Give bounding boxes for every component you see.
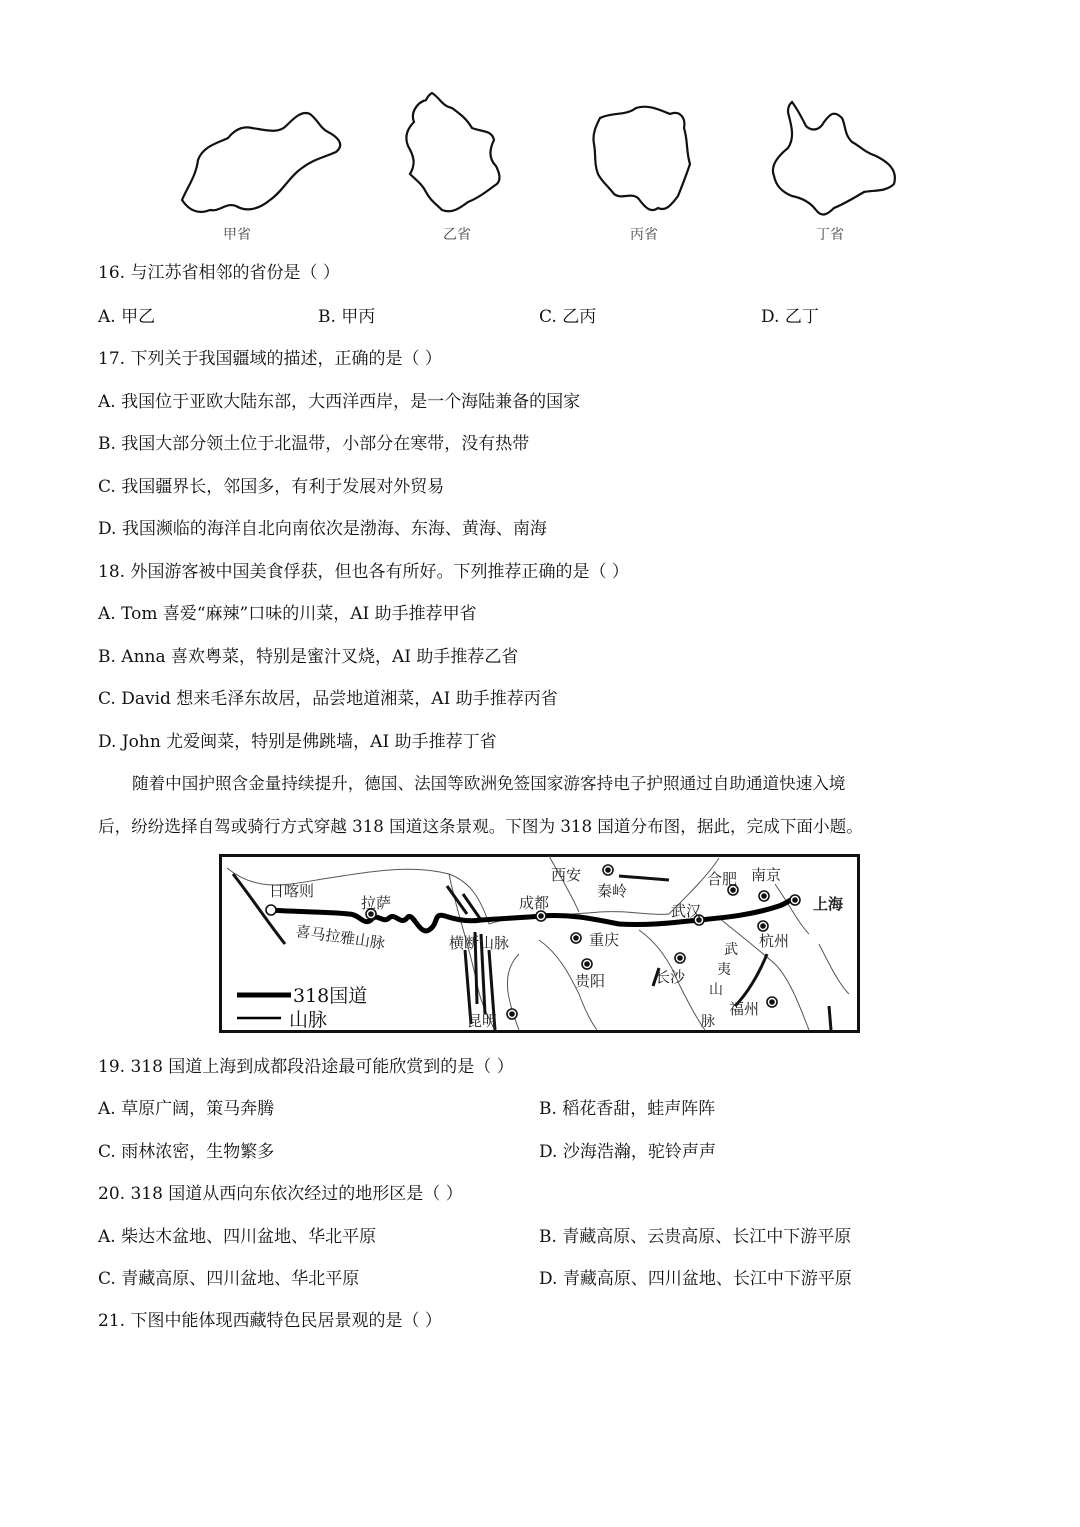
q20-option-d: D. 青藏高原、四川盆地、长江中下游平原 bbox=[539, 1269, 852, 1289]
q16-option-d: D. 乙丁 bbox=[761, 307, 819, 327]
q17-option-c: C. 我国疆界长，邻国多，有利于发展对外贸易 bbox=[98, 477, 445, 497]
q18-option-d: D. John 尤爱闽菜，特别是佛跳墙，AI 助手推荐丁省 bbox=[98, 732, 497, 752]
q18-option-c: C. David 想来毛泽东故居，品尝地道湘菜，AI 助手推荐丙省 bbox=[98, 689, 558, 709]
q20-option-c: C. 青藏高原、四川盆地、华北平原 bbox=[98, 1269, 360, 1289]
label-wuyi-4: 脉 bbox=[701, 1014, 715, 1030]
q20-stem: 20. 318 国道从西向东依次经过的地形区是（ ） bbox=[98, 1184, 463, 1204]
province-yi-outline bbox=[406, 93, 499, 211]
passage-line-1: 随着中国护照含金量持续提升，德国、法国等欧洲免签国家游客持电子护照通过自助通道快速入境 bbox=[132, 774, 846, 793]
q17-option-b: B. 我国大部分领土位于北温带，小部分在寒带，没有热带 bbox=[98, 434, 530, 454]
province-shapes bbox=[170, 88, 910, 223]
city-guiyang: 贵阳 bbox=[575, 972, 606, 990]
label-wuyi-2: 夷 bbox=[717, 962, 731, 978]
q18-option-b: B. Anna 喜欢粤菜，特别是蜜汁叉烧，AI 助手推荐乙省 bbox=[98, 647, 519, 667]
passage-line-2: 后，纷纷选择自驾或骑行方式穿越 318 国道这条景观。下图为 318 国道分布图，据此，完成下面小题。 bbox=[98, 817, 863, 836]
city-lasa: 拉萨 bbox=[361, 894, 392, 912]
q17-option-d: D. 我国濒临的海洋自北向南依次是渤海、东海、黄海、南海 bbox=[98, 519, 547, 539]
city-shanghai: 上海 bbox=[813, 895, 844, 913]
label-wuyi-1: 武 bbox=[724, 942, 738, 958]
city-kunming: 昆明 bbox=[467, 1012, 498, 1030]
province-label-jia: 甲省 bbox=[223, 227, 251, 243]
province-label-bing: 丙省 bbox=[630, 227, 658, 243]
city-wuhan: 武汉 bbox=[671, 902, 702, 920]
city-fuzhou: 福州 bbox=[729, 1000, 760, 1018]
label-wuyi-3: 山 bbox=[709, 982, 723, 998]
q19-option-c: C. 雨林浓密，生物繁多 bbox=[98, 1142, 275, 1162]
q19-option-b: B. 稻花香甜，蛙声阵阵 bbox=[539, 1099, 716, 1119]
q16-stem: 16. 与江苏省相邻的省份是（ ） bbox=[98, 263, 340, 283]
route-318-map bbox=[219, 854, 861, 1034]
province-jia-outline bbox=[182, 113, 340, 212]
q16-option-c: C. 乙丙 bbox=[539, 307, 597, 327]
province-label-ding: 丁省 bbox=[816, 227, 844, 243]
city-chongqing: 重庆 bbox=[589, 931, 620, 949]
q17-option-a: A. 我国位于亚欧大陆东部，大西洋西岸，是一个海陆兼备的国家 bbox=[98, 392, 581, 412]
label-qinling: 秦岭 bbox=[597, 882, 628, 900]
q19-option-d: D. 沙海浩瀚，驼铃声声 bbox=[539, 1142, 716, 1162]
q19-option-a: A. 草原广阔，策马奔腾 bbox=[98, 1099, 275, 1119]
city-hefei: 合肥 bbox=[707, 870, 738, 888]
province-ding-outline bbox=[773, 102, 895, 214]
q17-stem: 17. 下列关于我国疆域的描述，正确的是（ ） bbox=[98, 349, 442, 369]
legend-road-label: 318国道 bbox=[293, 985, 368, 1007]
city-hangzhou: 杭州 bbox=[759, 932, 790, 950]
q18-option-a: A. Tom 喜爱“麻辣”口味的川菜，AI 助手推荐甲省 bbox=[98, 604, 477, 624]
legend-mountain-label: 山脉 bbox=[289, 1009, 328, 1031]
city-changsha: 长沙 bbox=[655, 968, 686, 986]
q18-stem: 18. 外国游客被中国美食俘获，但也各有所好。下列推荐正确的是（ ） bbox=[98, 562, 629, 582]
city-xian: 西安 bbox=[551, 866, 582, 884]
q19-stem: 19. 318 国道上海到成都段沿途最可能欣赏到的是（ ） bbox=[98, 1057, 514, 1077]
label-himalaya: 喜马拉雅山脉 bbox=[294, 922, 387, 953]
city-rikaze: 日喀则 bbox=[269, 882, 315, 900]
q16-option-a: A. 甲乙 bbox=[98, 307, 156, 327]
city-chengdu: 成都 bbox=[519, 894, 550, 912]
q20-option-b: B. 青藏高原、云贵高原、长江中下游平原 bbox=[539, 1227, 852, 1247]
label-hengduan: 横断山脉 bbox=[449, 934, 510, 952]
q21-stem: 21. 下图中能体现西藏特色民居景观的是（ ） bbox=[98, 1311, 442, 1331]
province-label-yi: 乙省 bbox=[443, 227, 471, 243]
q16-option-b: B. 甲丙 bbox=[318, 307, 376, 327]
q20-option-a: A. 柴达木盆地、四川盆地、华北平原 bbox=[98, 1227, 377, 1247]
city-nanjing: 南京 bbox=[751, 866, 782, 884]
province-bing-outline bbox=[593, 107, 690, 210]
